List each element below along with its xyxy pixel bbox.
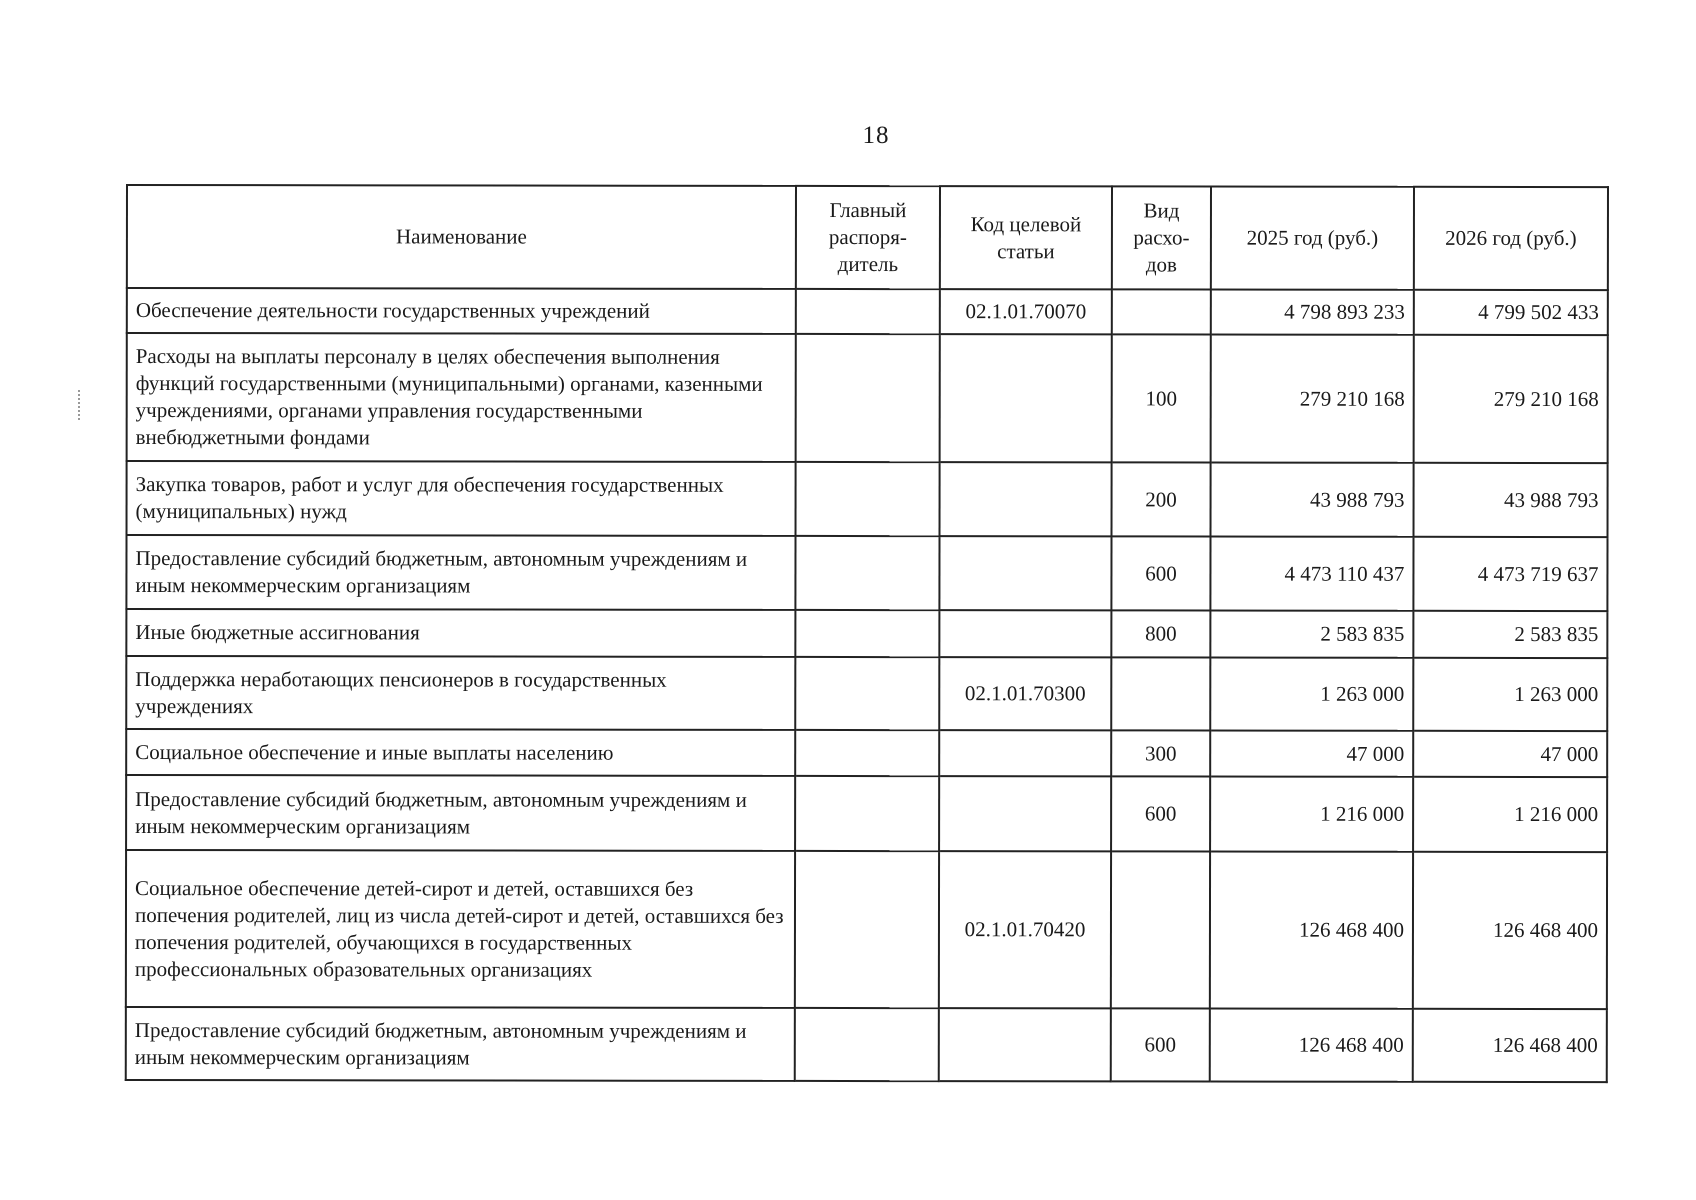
cell-code: 02.1.01.70300 (939, 657, 1111, 730)
cell-code (939, 776, 1111, 851)
cell-2025: 126 468 400 (1210, 1009, 1413, 1082)
cell-2025: 1 263 000 (1210, 658, 1413, 731)
cell-chief (795, 776, 939, 851)
cell-2026: 126 468 400 (1413, 852, 1607, 1009)
cell-code (940, 334, 1112, 462)
table-row (126, 1007, 1607, 1082)
cell-kind: 600 (1111, 1008, 1210, 1081)
header-2025: 2025 год (руб.) (1211, 187, 1414, 290)
table-header (127, 185, 1608, 290)
cell-kind: 600 (1111, 776, 1210, 851)
cell-code (939, 610, 1111, 657)
cell-name: Социальное обеспечение детей-сирот и детей, оставшихся без попечения родителей, лиц из числа детей-сирот и детей, оставшихся без попечения родителей, обучающихся в государственных профессиональных образовательных организациях (126, 850, 795, 1008)
table-row (126, 850, 1607, 1009)
cell-2025: 126 468 400 (1210, 852, 1413, 1009)
cell-code: 02.1.01.70070 (940, 289, 1112, 334)
cell-chief (795, 851, 939, 1008)
cell-kind (1112, 289, 1211, 334)
cell-name: Предоставление субсидий бюджетным, автономным учреждениям и иным некоммерческим организациям (126, 775, 795, 851)
cell-code (939, 536, 1111, 610)
cell-chief (795, 610, 939, 657)
cell-2026: 126 468 400 (1413, 1009, 1607, 1082)
cell-2026: 43 988 793 (1414, 463, 1608, 537)
table-row (126, 656, 1607, 731)
cell-chief (796, 462, 940, 536)
cell-chief (795, 1008, 939, 1081)
cell-code (940, 462, 1112, 536)
table-row (127, 288, 1608, 335)
table-row (127, 461, 1608, 537)
cell-2025: 1 216 000 (1210, 777, 1413, 852)
cell-chief (796, 334, 940, 462)
cell-kind (1111, 851, 1210, 1008)
cell-2025: 4 798 893 233 (1211, 290, 1414, 335)
cell-code (939, 1008, 1111, 1081)
cell-2026: 4 799 502 433 (1414, 290, 1608, 335)
cell-2026: 1 263 000 (1413, 658, 1607, 731)
cell-2025: 43 988 793 (1211, 463, 1414, 537)
table-row (126, 729, 1607, 777)
table-row (126, 535, 1607, 611)
table-row (127, 333, 1608, 463)
cell-kind: 800 (1111, 610, 1210, 657)
cell-code (939, 730, 1111, 776)
header-code: Код целевой статьи (940, 186, 1112, 289)
cell-name: Иные бюджетные ассигнования (126, 609, 795, 657)
cell-chief (795, 730, 939, 776)
cell-2026: 2 583 835 (1413, 611, 1607, 658)
cell-2026: 1 216 000 (1413, 777, 1607, 852)
header-name: Наименование (127, 185, 796, 289)
cell-chief (795, 657, 939, 730)
page-number: 18 (862, 122, 890, 149)
cell-kind: 300 (1111, 730, 1210, 776)
header-2026: 2026 год (руб.) (1414, 187, 1608, 290)
header-row (127, 185, 1608, 290)
cell-code: 02.1.01.70420 (939, 851, 1111, 1008)
cell-2025: 279 210 168 (1211, 335, 1414, 463)
table-row (126, 775, 1607, 852)
cell-2025: 4 473 110 437 (1210, 537, 1413, 611)
cell-2025: 47 000 (1210, 731, 1413, 777)
cell-name: Поддержка неработающих пенсионеров в государственных учреждениях (126, 656, 795, 730)
header-kind: Вид расхо-дов (1112, 186, 1211, 289)
cell-2026: 279 210 168 (1414, 335, 1608, 463)
cell-kind: 200 (1112, 462, 1211, 536)
cell-2026: 47 000 (1413, 731, 1607, 777)
cell-2026: 4 473 719 637 (1413, 537, 1607, 611)
cell-kind: 600 (1111, 536, 1210, 610)
cell-name: Предоставление субсидий бюджетным, автономным учреждениям и иным некоммерческим организациям (126, 1007, 795, 1081)
cell-name: Социальное обеспечение и иные выплаты населению (126, 729, 795, 776)
cell-kind (1111, 657, 1210, 730)
table-row (126, 609, 1607, 658)
header-chief: Главный распоря-дитель (796, 186, 940, 289)
cell-name: Обеспечение деятельности государственных учреждений (127, 288, 796, 334)
cell-kind: 100 (1112, 334, 1211, 462)
cell-name: Предоставление субсидий бюджетным, автономным учреждениям и иным некоммерческим организациям (126, 535, 795, 610)
cell-2025: 2 583 835 (1210, 611, 1413, 658)
budget-table (125, 184, 1609, 1083)
table-body (126, 288, 1608, 1082)
cell-chief (796, 289, 940, 334)
margin-scan-marks (78, 390, 86, 420)
cell-name: Закупка товаров, работ и услуг для обеспечения государственных (муниципальных) нужд (127, 461, 796, 536)
cell-chief (795, 536, 939, 610)
cell-name: Расходы на выплаты персоналу в целях обеспечения выполнения функций государственными (муниципальными) органами, казенными учреждениями, органами управления государственными внебюджетными фондами (127, 333, 796, 462)
